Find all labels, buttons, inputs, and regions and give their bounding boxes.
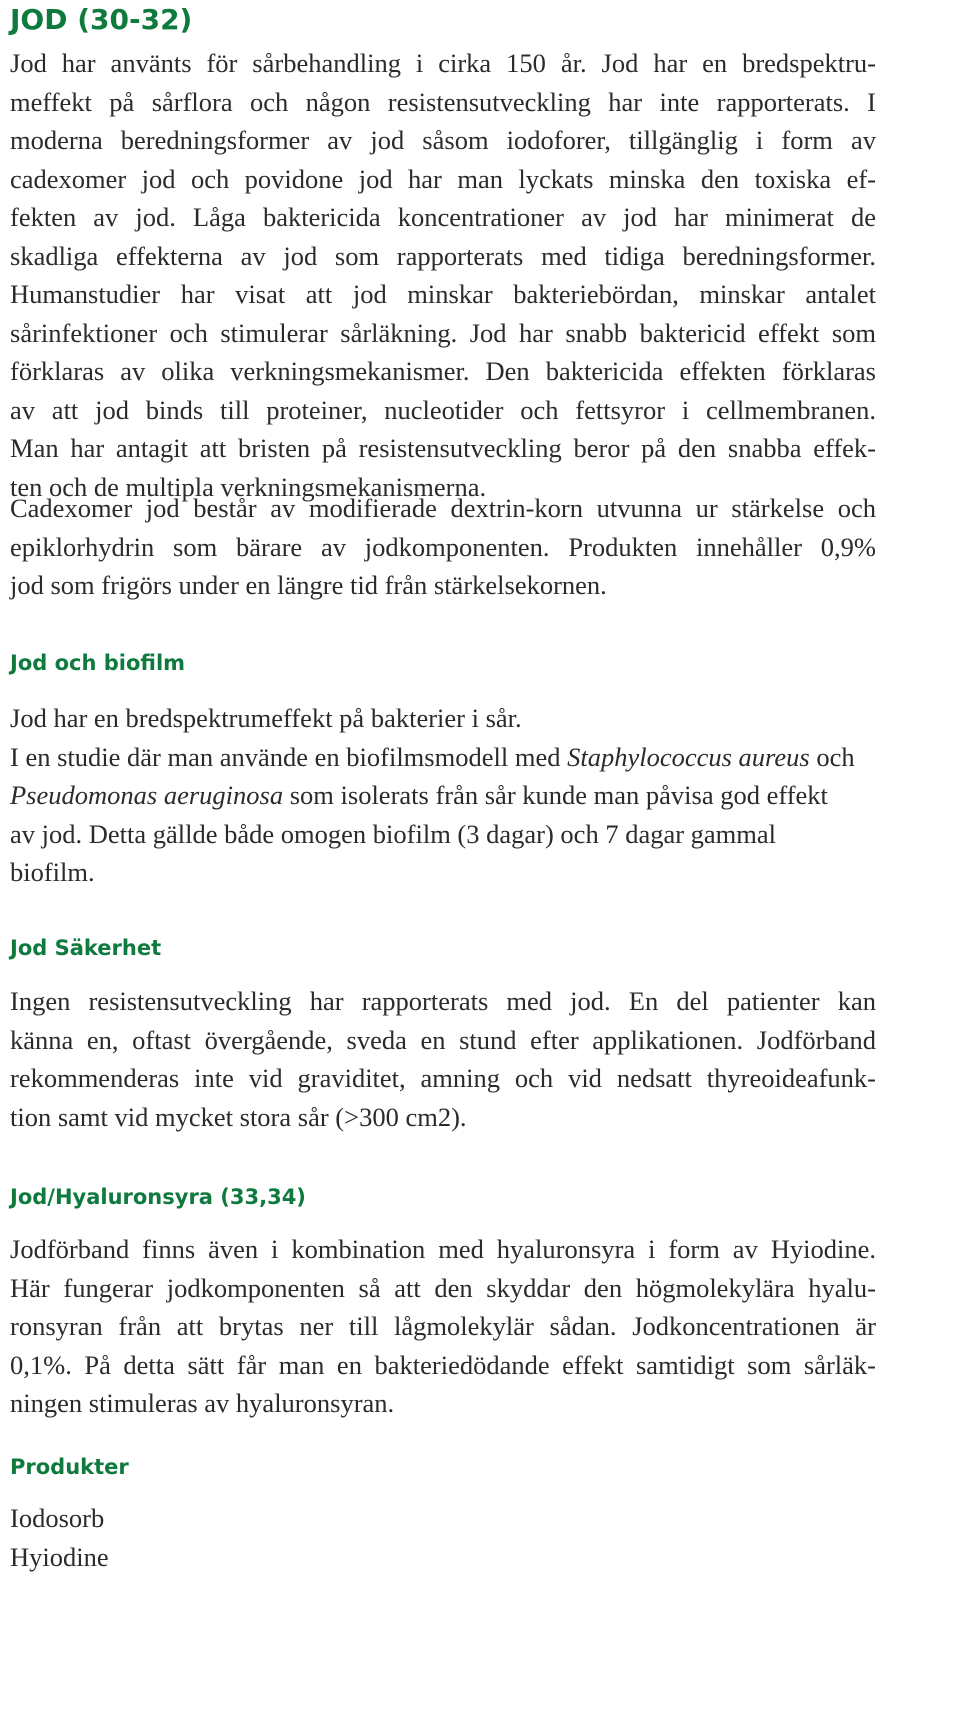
text-line: 0,1%. På detta sätt får man en bakteriedödande effekt samtidigt som sårläk- (10, 1349, 876, 1380)
text-line: ten och de multipla verkningsmekanismerna. (10, 471, 487, 502)
text-line: Jodförband finns även i kombination med hyaluronsyra i form av Hyiodine. (10, 1234, 876, 1264)
text-line: epiklorhydrin som bärare av jodkomponenten. Produkten innehåller 0,9% (10, 531, 876, 562)
text-line: biofilm. (10, 857, 95, 887)
section-heading-jod: JOD (30-32) (10, 3, 193, 36)
text-line: Jod har en bredspektrumeffekt på bakterier i sår. (10, 703, 522, 733)
text-line: cadexomer jod och povidone jod har man lyckats minska den toxiska ef- (10, 163, 876, 194)
text-segment: I en studie där man använde en biofilmsmodell med (10, 741, 568, 772)
species-name: Staphylococcus aureus (567, 741, 810, 772)
section-heading-safety: Jod Säkerhet (10, 936, 162, 960)
intro-paragraph (10, 44, 876, 506)
text-line: förklaras av olika verkningsmekanismer. Den baktericida effekten förklaras (10, 356, 876, 386)
product-item: Iodosorb (10, 1503, 105, 1533)
text-line: skadliga effekterna av jod som rapporterats med tidiga beredningsformer. (10, 240, 876, 271)
text-line: moderna beredningsformer av jod såsom iodoforer, tillgänglig i form av (10, 125, 876, 155)
text-line: av jod. Detta gällde både omogen biofilm (3 dagar) och 7 dagar gammal (10, 818, 777, 849)
text-line (10, 776, 876, 815)
text-segment: som isolerats från sår kunde man påvisa god effekt (283, 780, 828, 810)
text-line: Ingen resistensutveckling har rapporterats med jod. En del patienter kan (10, 986, 876, 1016)
text-line: jod som frigörs under en längre tid från stärkelsekornen. (10, 570, 607, 600)
cadexomer-paragraph (10, 489, 876, 605)
safety-paragraph (10, 982, 876, 1136)
text-line: Cadexomer jod består av modifierade dextrin-korn utvunna ur stärkelse och (10, 493, 876, 523)
text-line: ronsyran från att brytas ner till lågmolekylär sådan. Jodkoncentrationen är (10, 1311, 876, 1341)
text-line: Humanstudier har visat att jod minskar bakteriebördan, minskar antalet (10, 279, 876, 309)
products-list (10, 1499, 876, 1576)
text-line: Man har antagit att bristen på resistensutveckling beror på den snabba effek- (10, 433, 876, 463)
hyaluronic-paragraph (10, 1230, 876, 1423)
section-heading-hyaluronic: Jod/Hyaluronsyra (33,34) (10, 1185, 306, 1209)
text-line: sårinfektioner och stimulerar sårläkning. Jod har snabb baktericid effekt som (10, 317, 876, 348)
text-line (10, 738, 876, 777)
text-line: ningen stimuleras av hyaluronsyran. (10, 1388, 395, 1418)
section-heading-products: Produkter (10, 1455, 129, 1479)
text-line: tion samt vid mycket stora sår (>300 cm2). (10, 1101, 467, 1132)
text-segment: och (809, 741, 855, 772)
text-line: av att jod binds till proteiner, nucleotider och fettsyror i cellmembranen. (10, 394, 876, 425)
section-heading-biofilm: Jod och biofilm (10, 651, 186, 675)
text-line: rekommenderas inte vid graviditet, amning och vid nedsatt thyreoideafunk- (10, 1063, 876, 1093)
biofilm-paragraph (10, 699, 876, 892)
species-name: Pseudomonas aeruginosa (10, 780, 284, 810)
text-line: känna en, oftast övergående, sveda en stund efter applikationen. Jodförband (10, 1024, 876, 1055)
text-line: meffekt på sårflora och någon resistensutveckling har inte rapporterats. I (10, 86, 876, 117)
product-item: Hyiodine (10, 1541, 109, 1572)
text-line: fekten av jod. Låga baktericida koncentrationer av jod har minimerat de (10, 202, 876, 232)
text-line: Här fungerar jodkomponenten så att den skyddar den högmolekylära hyalu- (10, 1272, 876, 1303)
text-line: Jod har använts för sårbehandling i cirka 150 år. Jod har en bredspektru- (10, 48, 876, 78)
